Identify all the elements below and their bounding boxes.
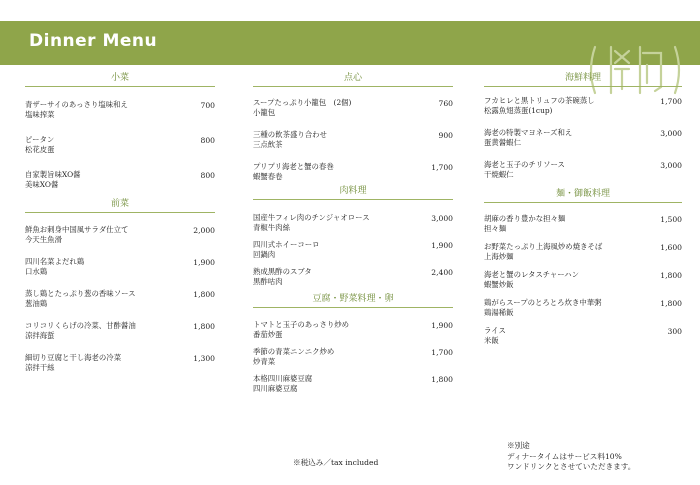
service-note: ※別途 ディナータイムはサービス料10% ワンドリンクとさせていただきます。: [507, 441, 636, 471]
menu-item: 国産牛フィレ肉のチンジャオロース 青椒牛肉絲 3,000: [253, 213, 453, 232]
menu-column-1: [25, 70, 215, 373]
menu-item: 四川名菜よだれ鶏 口水鶏 1,900: [25, 257, 215, 276]
menu-item: 海老と玉子のチリソース 干焼蝦仁 3,000: [484, 160, 682, 179]
menu-item: ライス 米飯 300: [484, 326, 682, 345]
menu-item: 自家製旨味XO醤 美味XO醤 800: [25, 170, 215, 189]
menu-item: トマトと玉子のあっさり炒め 番茄炒蛋 1,900: [253, 320, 453, 339]
item-price: 1,600: [660, 243, 682, 252]
item-price: 1,800: [193, 290, 215, 299]
menu-item: 熟成黒酢のスブタ 黒酢咕肉 2,400: [253, 267, 453, 286]
item-price: 1,900: [431, 321, 453, 330]
item-price: 2,400: [431, 268, 453, 277]
section-header-tofu-yasai: 豆腐・野菜料理・卵: [253, 291, 453, 311]
menu-item: 胡麻の香り豊かな担々麺 担々麺 1,500: [484, 214, 682, 233]
menu-item: 海老と蟹のレタスチャーハン 蝦蟹炒飯 1,800: [484, 270, 682, 289]
menu-item: 蒸し鶏とたっぷり葱の香味ソース 葱油鶏 1,800: [25, 289, 215, 308]
item-price: 1,800: [660, 271, 682, 280]
menu-item: 鶏がらスープのとろとろ炊き中華粥 鶏湯稀飯 1,800: [484, 298, 682, 317]
item-price: 1,800: [431, 375, 453, 384]
page-title: Dinner Menu: [29, 31, 158, 51]
menu-item: 三種の飲茶盛り合わせ 三点飲茶 900: [253, 130, 453, 149]
menu-column-2: [253, 70, 453, 394]
section-header-zensai: 前菜: [25, 196, 215, 216]
item-price: 1,300: [193, 354, 215, 363]
item-price: 1,900: [193, 258, 215, 267]
menu-item: 細切り豆腐と干し海老の冷菜 涼拌干絲 1,300: [25, 353, 215, 372]
item-price: 800: [200, 171, 215, 180]
section-header-tenshin: 点心: [253, 70, 453, 90]
menu-column-3: [484, 70, 682, 346]
item-price: 1,800: [193, 322, 215, 331]
item-price: 1,700: [431, 348, 453, 357]
item-price: 700: [200, 101, 215, 110]
menu-item: コリコリくらげの冷菜、甘酢醤油 涼拌海蜇 1,800: [25, 321, 215, 340]
header-banner: [0, 21, 700, 65]
section-header-men-gohan: 麺・御飯料理: [484, 186, 682, 206]
menu-item: 海老の特製マヨネーズ和え 蛋黄醤蝦仁 3,000: [484, 128, 682, 147]
menu-item: 鮮魚お刺身中国風サラダ仕立て 今天生魚滑 2,000: [25, 225, 215, 244]
tax-note: ※税込み／tax included: [293, 458, 379, 467]
item-price: 800: [200, 136, 215, 145]
menu-item: ピータン 松花皮蛋 800: [25, 135, 215, 154]
item-price: 2,000: [193, 226, 215, 235]
item-price: 300: [667, 327, 682, 336]
item-price: 1,900: [431, 241, 453, 250]
menu-item: お野菜たっぷり上海風炒め焼きそば 上海炒麺 1,600: [484, 242, 682, 261]
menu-item: スープたっぷり小籠包 (2個) 小籠包 760: [253, 98, 453, 117]
section-header-niku: 肉料理: [253, 183, 453, 203]
item-price: 1,700: [660, 97, 682, 106]
item-price: 1,700: [431, 163, 453, 172]
section-header-kaisen: 海鮮料理: [484, 70, 682, 90]
menu-item: 四川式ホイーコーロ 回鍋肉 1,900: [253, 240, 453, 259]
item-price: 1,500: [660, 215, 682, 224]
menu-item: 青ザーサイのあっさり塩味和え 塩味搾菜 700: [25, 100, 215, 119]
item-price: 3,000: [660, 161, 682, 170]
item-price: 3,000: [431, 214, 453, 223]
item-price: 1,800: [660, 299, 682, 308]
section-header-kosai: 小菜: [25, 70, 215, 90]
menu-item: 本格四川麻婆豆腐 四川麻婆豆腐 1,800: [253, 374, 453, 393]
item-price: 900: [438, 131, 453, 140]
menu-item: プリプリ海老と蟹の春巻 蝦蟹春卷 1,700: [253, 162, 453, 181]
menu-item: フカヒレと黒トリュフの茶碗蒸し 松露魚翅蒸蛋(1cup) 1,700: [484, 96, 682, 115]
item-price: 3,000: [660, 129, 682, 138]
item-price: 760: [438, 99, 453, 108]
menu-item: 季節の青菜ニンニク炒め 炒青菜 1,700: [253, 347, 453, 366]
